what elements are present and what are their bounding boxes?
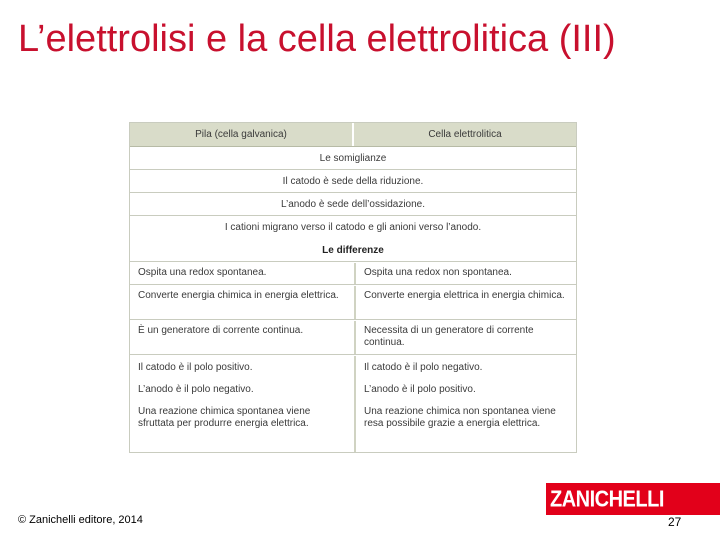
difference-row (130, 286, 576, 320)
slide-title: L’elettrolisi e la cella elettrolitica (III) (18, 18, 616, 60)
similarity-row: L’anodo è sede dell’ossidazione. (130, 194, 576, 216)
electrolytic-text: Il catodo è il polo negativo. (364, 362, 483, 373)
electrolytic-text: Necessita di un generatore di corrente continua. (364, 325, 534, 348)
copyright-notice: © Zanichelli editore, 2014 (18, 514, 143, 526)
difference-row (130, 263, 576, 285)
similarities-heading: Le somiglianze (130, 148, 576, 170)
similarity-row: I cationi migrano verso il catodo e gli anioni verso l’anodo. (224, 222, 482, 233)
galvanic-text: Una reazione chimica spontanea viene sfruttata per produrre energia elettrica. (138, 406, 311, 429)
difference-row (130, 321, 576, 355)
galvanic-text: Il catodo è il polo positivo. (138, 362, 253, 373)
comparison-table (129, 122, 577, 453)
header-electrolytic-cell: Cella elettrolitica (428, 129, 502, 140)
galvanic-text: L’anodo è il polo negativo. (138, 384, 254, 395)
similarity-row: Il catodo è sede della riduzione. (130, 171, 576, 193)
brand-label: ZANICHELLI (550, 487, 664, 513)
electrolytic-text: Ospita una redox non spontanea. (364, 267, 512, 278)
table-header-row (130, 123, 576, 147)
galvanic-text: Converte energia chimica in energia elettrica. (138, 290, 339, 301)
zanichelli-logo (546, 483, 720, 515)
header-galvanic-cell: Pila (cella galvanica) (130, 123, 354, 146)
differences-heading: Le differenze (130, 240, 576, 262)
electrolytic-text: L’anodo è il polo positivo. (364, 384, 476, 395)
difference-row-group (130, 356, 576, 452)
electrolytic-text: Una reazione chimica non spontanea viene resa possibile grazie a energia elettrica. (364, 406, 556, 429)
galvanic-text: È un generatore di corrente continua. (138, 325, 304, 336)
electrolytic-text: Converte energia elettrica in energia chimica. (364, 290, 565, 301)
galvanic-text: Ospita una redox spontanea. (138, 267, 267, 278)
page-number: 27 (668, 515, 682, 529)
